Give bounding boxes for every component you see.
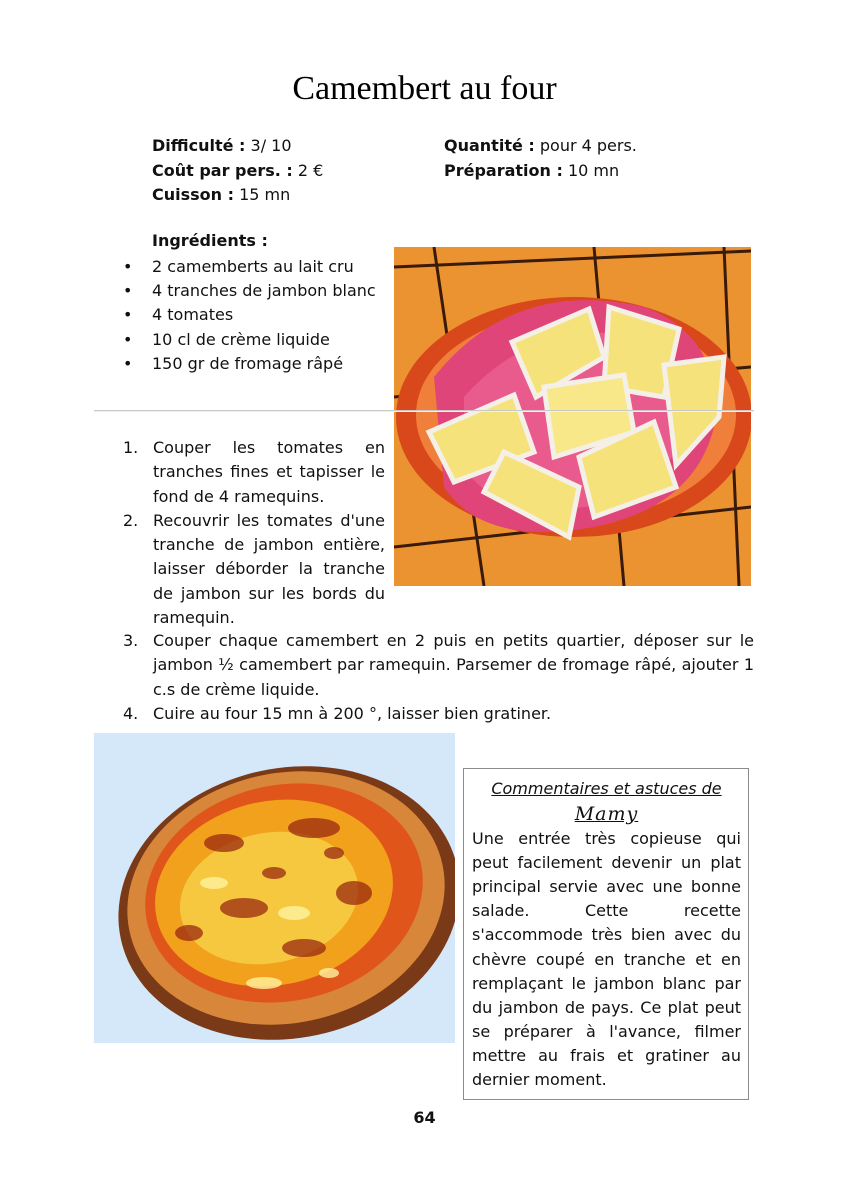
ingredient-item: • 150 gr de fromage râpé [120,352,376,376]
info-right [444,134,637,183]
tips-signature: Mamy [574,803,639,826]
gratin-photo [94,733,455,1043]
ingredient-item: • 4 tranches de jambon blanc [120,279,376,303]
cooking-time-line: Cuisson : 15 mn [152,185,291,204]
page-number: 64 [413,1108,436,1127]
preparation-line: Préparation : 10 mn [444,160,620,180]
ingredient-item: • 2 camemberts au lait cru [120,255,376,279]
difficulty-line: Difficulté : 3/ 10 [152,136,292,155]
step-item: 3. Couper chaque camembert en 2 puis en petits quartier, déposer sur le jambon ½ camembert par ramequin. Parsemer de fromage râpé, ajouter 1 c.s de crème liquide. [123,631,754,699]
recipe-title: Camembert au four [292,70,557,107]
ingredient-item: • 4 tomates [120,303,376,327]
tips-heading: Commentaires et astuces de [491,779,722,798]
info-left [152,134,323,208]
ingredient-item: • 10 cl de crème liquide [120,328,376,352]
step-item: 4. Cuire au four 15 mn à 200 °, laisser bien gratiner. [123,703,552,723]
ingredients-list [120,255,376,376]
step-item: 2. Recouvrir les tomates d'une tranche de jambon entière, laisser déborder la tranche de jambon sur les bords du ramequin. [123,510,385,628]
ingredients-title: Ingrédients : [152,231,268,250]
step-item: 1. Couper les tomates en tranches fines et tapisser le fond de 4 ramequins. [123,438,385,506]
tips-body: Une entrée très copieuse qui peut facilement devenir un plat principal servie avec une bonne salade. Cette recette s'accommode très bien avec du chèvre coupé en tranche et en remplaçant le jambon blanc par du jambon de pays. Ce plat peut se préparer à l'avance, filmer mettre au frais et gratiner au dernier moment. [472,829,741,1090]
tips-box [463,768,749,1100]
quantity-line: Quantité : pour 4 pers. [444,136,637,155]
steps-list-narrow [120,436,385,630]
steps-list-wide [120,629,754,726]
section-divider [94,410,754,412]
cost-line: Coût par pers. : 2 € [152,160,324,180]
camembert-photo [394,247,751,586]
